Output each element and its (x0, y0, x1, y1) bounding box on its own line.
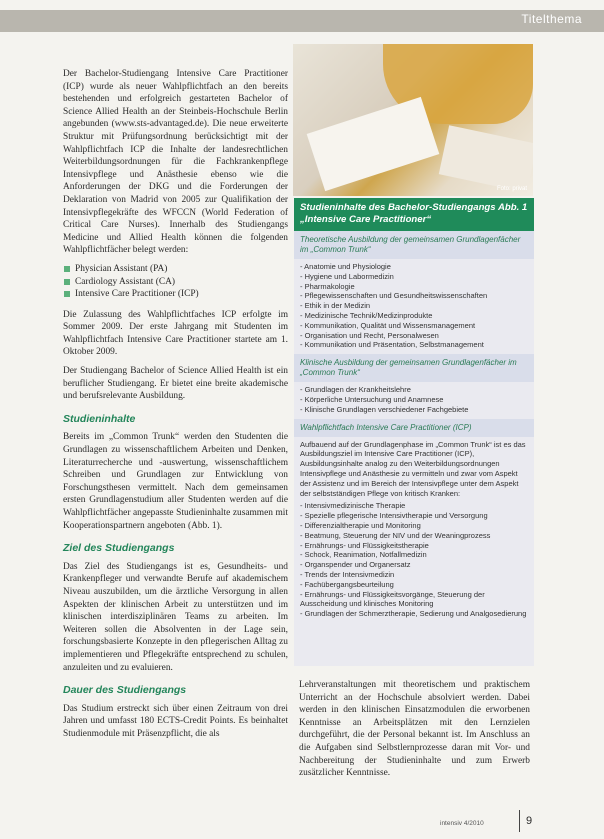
heading-dauer: Dauer des Studiengangs (63, 684, 187, 697)
journal-footer: intensiv 4/2010 (440, 820, 484, 827)
list-item: - Klinische Grundlagen verschiedener Fachgebiete (300, 404, 469, 414)
list-item: - Medizinische Technik/Medizinprodukte (300, 310, 433, 320)
list-item: Cardiology Assistant (CA) (63, 276, 288, 289)
photo-shape (307, 97, 440, 191)
list-item: - Kommunikation, Qualität und Wissensmanagement (300, 320, 476, 330)
header-bar (0, 10, 604, 32)
section-list (294, 259, 534, 354)
list-item: - Hygiene und Labormedizin (300, 271, 394, 281)
list-item: Physician Assistant (PA) (63, 263, 288, 276)
infobox-title-line: „Intensive Care Practitioner“ (300, 214, 432, 225)
section-intro: Aufbauend auf der Grundlagenphase im „Common Trunk“ ist es das Ausbildungsziel im Intensive Care Practitioner (ICP), Ausbildungsinhalte analog zu den Weiterbildungsordnungen Intensivpflege und Anästhesie zu vermitteln und zwar vom Aspekt der Assistenz und im Bereich der Intensivpflege unter dem Aspekt der selbstständigen Pflege von kritisch Kranken: (300, 439, 526, 498)
section-label: Titelthema (521, 12, 582, 26)
section-heading: Wahlpflichtfach Intensive Care Practitioner (ICP) (294, 419, 534, 437)
photo-credit: Foto: privat (496, 186, 527, 192)
infobox-title-line: Studieninhalte des Bachelor-Studiengangs Abb. 1 (300, 202, 528, 213)
electives-list (63, 263, 288, 301)
curriculum-infobox (294, 198, 534, 666)
list-item: - Differenzialtherapie und Monitoring (300, 520, 421, 530)
heading-ziel: Ziel des Studiengangs (63, 542, 175, 555)
list-item: - Beatmung, Steuerung der NIV und der Weaningprozess (300, 530, 491, 540)
infobox-section-icp (294, 419, 534, 623)
section-list (294, 498, 534, 623)
right-column-text: Lehrveranstaltungen mit theoretischem und praktischem Unterricht an der Hochschule absolviert werden. Dabei werden in den klinischen Einsatzmodulen die erworbenen Kenntnisse an Arbeitsplätzen mit den Lernzielen durchgeführt, die der Personal bekannt ist. Im Anschluss an die Aufgaben sind Selbstlernprozesse daran mit Vor- und Nachbereitung der Studieninhalte und zum Erwerb zusätzlicher Kenntnisse. (299, 680, 530, 779)
list-item: - Ernährungs- und Flüssigkeitstherapie (300, 540, 429, 550)
article-photo (293, 44, 533, 196)
paragraph: Das Ziel des Studiengangs ist es, Gesundheits- und Krankenpfleger und verwandte Berufe auf akademischem Niveau auszubilden, um die ärztliche Versorgung in allen Aspekten der klinischen Arbeit zu unterstützen und im klinischen interdisziplinären Teams zu arbeiten. Im Weiteren sollen die Absolventen in der Lage sein, forschungsbasierte Konzepte in den pflegerischen Alltag zu implementieren und Pflegekräfte entsprechend zu schulen, anzuleiten und zu evaluieren. (63, 561, 288, 673)
list-item: Intensive Care Practitioner (ICP) (63, 288, 288, 301)
infobox-section-clinical (294, 354, 534, 418)
paragraph: Der Studiengang Bachelor of Science Allied Health ist ein beruflicher Studiengang. Er bietet eine breite akademische und berufsrelevante Ausbildung. (63, 366, 288, 402)
heading-studieninhalte: Studieninhalte (63, 412, 136, 425)
section-list (294, 382, 534, 418)
section-heading: Klinische Ausbildung der gemeinsamen Grundlagenfächer im „Common Trunk“ (294, 354, 534, 382)
list-item: - Fachübergangsbeurteilung (300, 579, 394, 589)
page-number: 9 (519, 810, 542, 832)
photo-shape (439, 125, 533, 193)
paragraph: Bereits im „Common Trunk“ werden den Studenten die Grundlagen zu wissenschaftlichem Arbeiten und Denken, Literaturrecherche und -auswertung, wissenschaftlichem Schreiben und Grundlagen zur Entwicklung von Forschungsthesen vermittelt. Nach dem gemeinsamen ersten Grundlagenstudium aller Studenten werden auf die Wahlpflichtfächer angepasste Studieninhalte zusammen mit Kooperationspartnern angeboten (Abb. 1). (63, 432, 288, 531)
list-item: - Pharmakologie (300, 281, 355, 291)
list-item: - Ethik in der Medizin (300, 301, 371, 311)
paragraph: Die Zulassung des Wahlpflichtfaches ICP erfolgte im Sommer 2009. Der erste Jahrgang mit Studenten im Wahlpflichtfach Intensive Care Practitioner startete am 1. Oktober 2009. (63, 309, 288, 358)
list-item: - Intensivmedizinische Therapie (300, 501, 406, 511)
list-item: - Schock, Reanimation, Notfallmedizin (300, 550, 427, 560)
infobox-section-theory (294, 231, 534, 354)
list-item: - Grundlagen der Krankheitslehre (300, 385, 411, 395)
list-item: - Pflegewissenschaften und Gesundheitswissenschaften (300, 291, 488, 301)
list-item: - Anatomie und Physiologie (300, 262, 391, 271)
list-item: - Organspender und Organersatz (300, 560, 411, 570)
list-item: - Organisation und Recht, Personalwesen (300, 330, 439, 340)
section-heading: Theoretische Ausbildung der gemeinsamen Grundlagenfächer im „Common Trunk“ (294, 231, 534, 259)
left-column (63, 68, 288, 747)
infobox-title (294, 198, 534, 231)
list-item: - Trends der Intensivmedizin (300, 569, 395, 579)
list-item: - Spezielle pflegerische Intensivtherapie und Versorgung (300, 511, 488, 521)
intro-paragraph: Der Bachelor-Studiengang Intensive Care Practitioner (ICP) wurde als neuer Wahlpflichtfach an den bereits bestehenden und erfolgreich gestarteten Bachelor of Science Allied Health an der Steinbeis-Hochschule Berlin angebunden (www.sts-advantaged.de). Die neue erweiterte Struktur mit Prüfungsordnung berücksichtigt mit der Wahlpflichtfach ICP die Inhalte der landesrechtlichen Weiterbildungsordnungen für die Fachkrankenpflege Intensivpflege und Anästhesie ebenso wie die Anforderungen der DKG und die Forderungen der Deklaration von Madrid von 2005 zur Qualifikation der Intensivpflegekräfte des WFCCN (World Federation of Critical Care Nurses). Innerhalb des Studiengangs Medicine und Allied Health können die folgenden Wahlpflichtfächer belegt werden: (63, 69, 288, 256)
paragraph: Das Studium erstreckt sich über einen Zeitraum von drei Jahren und umfasst 180 ECTS-Credit Points. Es beinhaltet Studienmodule mit Präsenzpflicht, die als (63, 703, 288, 739)
list-item: - Ernährungs- und Flüssigkeitsvorgänge, Steuerung der Ausscheidung und klinisches Monitoring (300, 589, 485, 609)
list-item: - Kommunikation und Präsentation, Selbstmanagement (300, 340, 484, 350)
list-item: - Körperliche Untersuchung und Anamnese (300, 394, 444, 404)
list-item: - Grundlagen der Schmerztherapie, Sedierung und Analgosedierung (300, 609, 527, 619)
